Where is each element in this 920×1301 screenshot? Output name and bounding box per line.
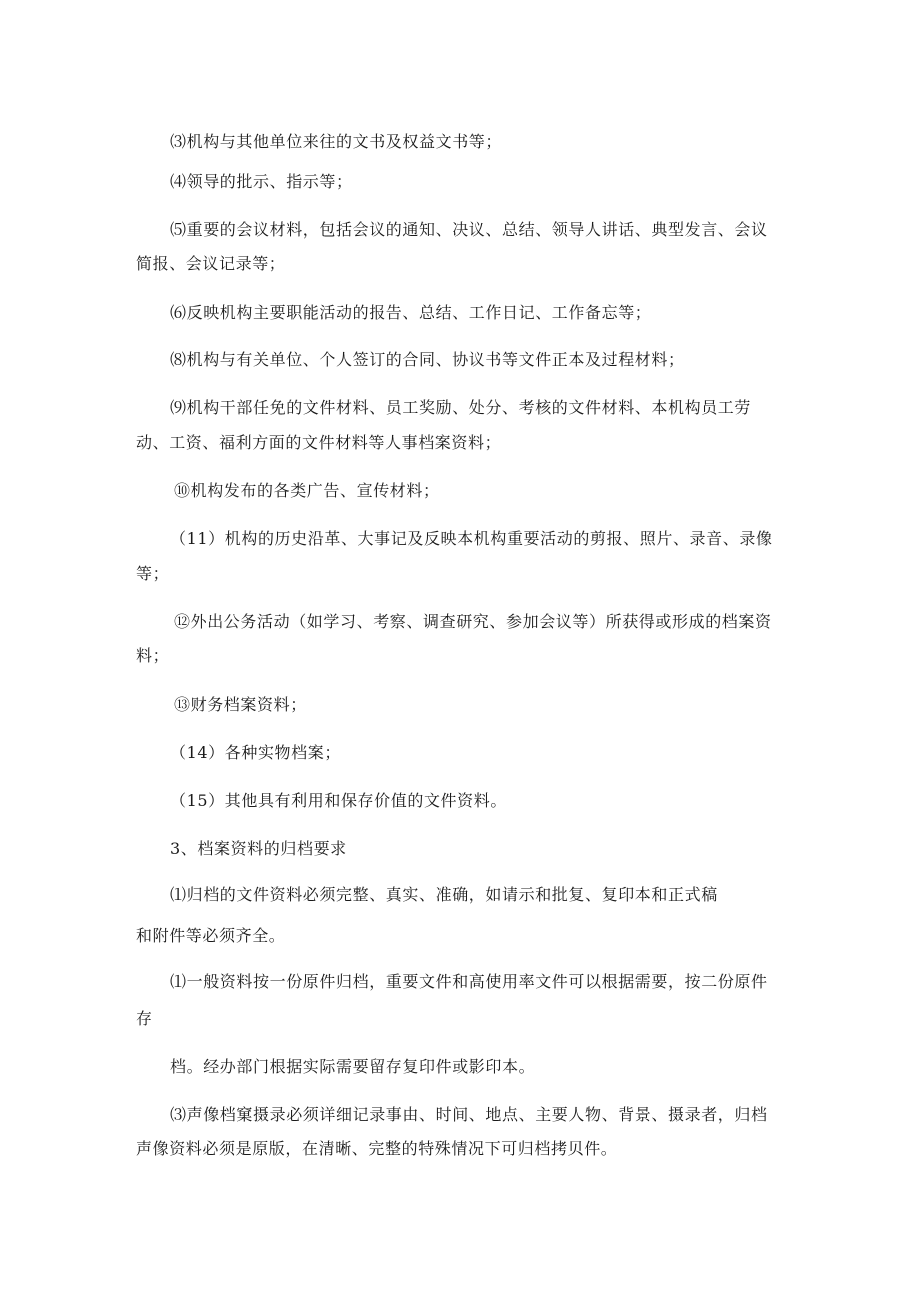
text-line: ⑼机构干部任免的文件材料、员工奖励、处分、考核的文件材料、本机构员工劳 [170, 398, 752, 417]
text-line: 和附件等必须齐全。 [136, 926, 286, 945]
text-line: 存 [136, 1009, 153, 1028]
text-line: （15）其他具有利用和保存价值的文件资料。 [170, 791, 507, 810]
text-line: ⑬财务档案资料； [174, 695, 307, 714]
text-line: ⑫外出公务活动（如学习、考察、调查研究、参加会议等）所获得或形成的档案资 [174, 612, 772, 631]
text-line: （14）各种实物档案； [170, 743, 341, 762]
text-line: ⑸重要的会议材料，包括会议的通知、决议、总结、领导人讲话、典型发言、会议 [170, 220, 768, 239]
text-line: 料； [136, 646, 170, 665]
text-line: 档。经办部门根据实际需要留存复印件或影印本。 [170, 1057, 536, 1076]
text-line: ⑴一般资料按一份原件归档，重要文件和高使用率文件可以根据需要，按二份原件 [170, 972, 768, 991]
text-line: ⑹反映机构主要职能活动的报告、总结、工作日记、工作备忘等； [170, 303, 652, 322]
text-line: 动、工资、福利方面的文件材料等人事档案资料； [136, 433, 502, 452]
text-line: ⑩机构发布的各类广告、宣传材料； [174, 481, 440, 500]
text-line: ⑶声像档窠摄录必须详细记录事由、时间、地点、主要人物、背景、摄录者，归档 [170, 1105, 768, 1124]
text-line: （11）机构的历史沿革、大事记及反映本机构重要活动的剪报、照片、录音、录像 [170, 529, 773, 548]
text-line: 声像资料必须是原版，在清晰、完整的特殊情况下可归档拷贝件。 [136, 1139, 618, 1158]
text-line: 等； [136, 564, 170, 583]
section-heading: 3、档案资料的归档要求 [170, 839, 347, 858]
text-line: ⑴归档的文件资料必须完整、真实、准确，如请示和批复、复印本和正式稿 [170, 885, 718, 904]
text-line: ⑻机构与有关单位、个人签订的合同、协议书等文件正本及过程材料； [170, 350, 685, 369]
text-line: 简报、会议记录等； [136, 254, 286, 273]
text-line: ⑷领导的批示、指示等； [170, 172, 353, 191]
text-line: ⑶机构与其他单位来往的文书及权益文书等； [170, 132, 503, 151]
